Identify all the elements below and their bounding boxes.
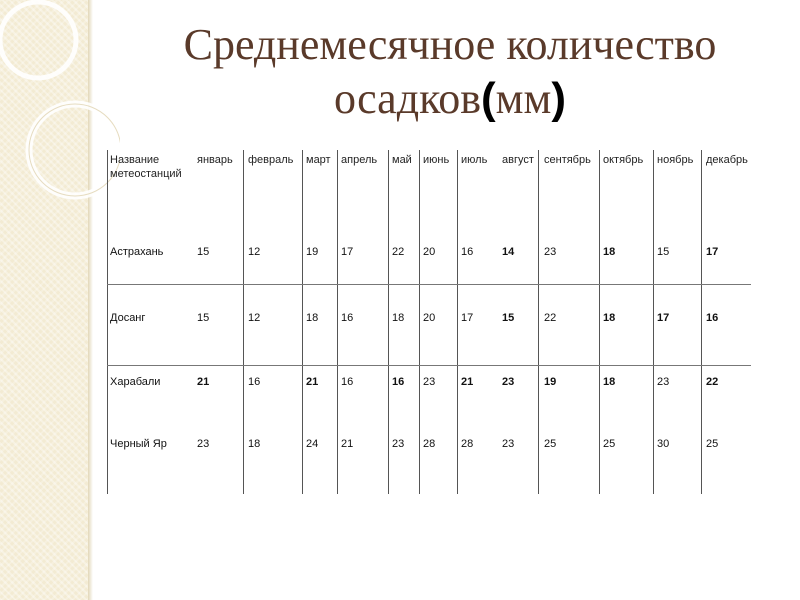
title-paren-open: ( (481, 74, 496, 123)
precipitation-value: 18 (306, 312, 319, 324)
station-name: Черный Яр (110, 438, 167, 450)
precipitation-value: 25 (603, 438, 616, 450)
precipitation-value: 16 (706, 312, 719, 324)
precipitation-value: 15 (657, 246, 670, 258)
precipitation-value: 15 (502, 312, 515, 324)
precipitation-value: 20 (423, 312, 436, 324)
decorative-circles (0, 0, 120, 260)
precipitation-value: 15 (197, 246, 210, 258)
precipitation-value: 23 (423, 376, 436, 388)
precipitation-value: 28 (423, 438, 436, 450)
precipitation-value: 18 (603, 312, 616, 324)
precipitation-value: 16 (392, 376, 405, 388)
precipitation-value: 23 (502, 438, 515, 450)
precipitation-value: 24 (306, 438, 319, 450)
header-month: май (392, 154, 412, 166)
station-name: Астрахань (110, 246, 164, 258)
precipitation-value: 25 (544, 438, 557, 450)
column-divider (599, 150, 600, 494)
title-line-1: Среднемесячное количество (183, 20, 717, 69)
column-divider (302, 150, 303, 494)
precipitation-value: 28 (461, 438, 474, 450)
precipitation-value: 23 (544, 246, 557, 258)
row-divider (107, 284, 751, 285)
column-divider (243, 150, 244, 494)
header-month: ноябрь (657, 154, 694, 166)
precipitation-value: 18 (392, 312, 405, 324)
precipitation-value: 21 (341, 438, 354, 450)
column-divider (538, 150, 539, 494)
precipitation-value: 12 (248, 312, 261, 324)
precipitation-value: 17 (657, 312, 670, 324)
precipitation-value: 21 (461, 376, 474, 388)
column-divider (457, 150, 458, 494)
precipitation-value: 16 (341, 376, 354, 388)
header-month: февраль (248, 154, 294, 166)
header-station-line-2: метеостанций (110, 168, 182, 180)
precipitation-value: 20 (423, 246, 436, 258)
precipitation-value: 19 (544, 376, 557, 388)
column-divider (388, 150, 389, 494)
precipitation-value: 16 (248, 376, 261, 388)
precipitation-value: 12 (248, 246, 261, 258)
precipitation-value: 15 (197, 312, 210, 324)
column-divider (701, 150, 702, 494)
precipitation-value: 22 (392, 246, 405, 258)
title-paren-close: ) (551, 74, 566, 123)
precipitation-value: 21 (306, 376, 319, 388)
header-month: август (502, 154, 534, 166)
precipitation-value: 23 (197, 438, 210, 450)
header-month: март (306, 154, 331, 166)
precipitation-value: 19 (306, 246, 319, 258)
header-month: декабрь (706, 154, 748, 166)
precipitation-value: 18 (248, 438, 261, 450)
header-month: сентябрь (544, 154, 591, 166)
precipitation-value: 14 (502, 246, 515, 258)
precipitation-value: 30 (657, 438, 670, 450)
precipitation-value: 23 (657, 376, 670, 388)
title-line-2: осадков (334, 74, 481, 123)
precipitation-value: 17 (461, 312, 474, 324)
column-divider (337, 150, 338, 494)
column-divider (107, 150, 108, 494)
header-station-line-1: Название (110, 154, 160, 166)
column-divider (653, 150, 654, 494)
header-month: октябрь (603, 154, 644, 166)
header-month: июль (461, 154, 488, 166)
precipitation-value: 23 (392, 438, 405, 450)
header-station (110, 153, 182, 181)
row-divider (107, 365, 751, 366)
precipitation-value: 22 (544, 312, 557, 324)
header-month: январь (197, 154, 233, 166)
precipitation-value: 17 (706, 246, 719, 258)
precipitation-value: 16 (461, 246, 474, 258)
title-unit: мм (495, 74, 552, 123)
precipitation-value: 18 (603, 246, 616, 258)
precipitation-value: 25 (706, 438, 719, 450)
precipitation-value: 18 (603, 376, 616, 388)
column-divider (419, 150, 420, 494)
header-month: апрель (341, 154, 378, 166)
header-month: июнь (423, 154, 450, 166)
precipitation-value: 17 (341, 246, 354, 258)
precipitation-value: 21 (197, 376, 210, 388)
station-name: Харабали (110, 376, 161, 388)
precipitation-value: 22 (706, 376, 719, 388)
station-name: Досанг (110, 312, 146, 324)
precipitation-value: 16 (341, 312, 354, 324)
precipitation-value: 23 (502, 376, 515, 388)
slide-title (150, 18, 750, 126)
